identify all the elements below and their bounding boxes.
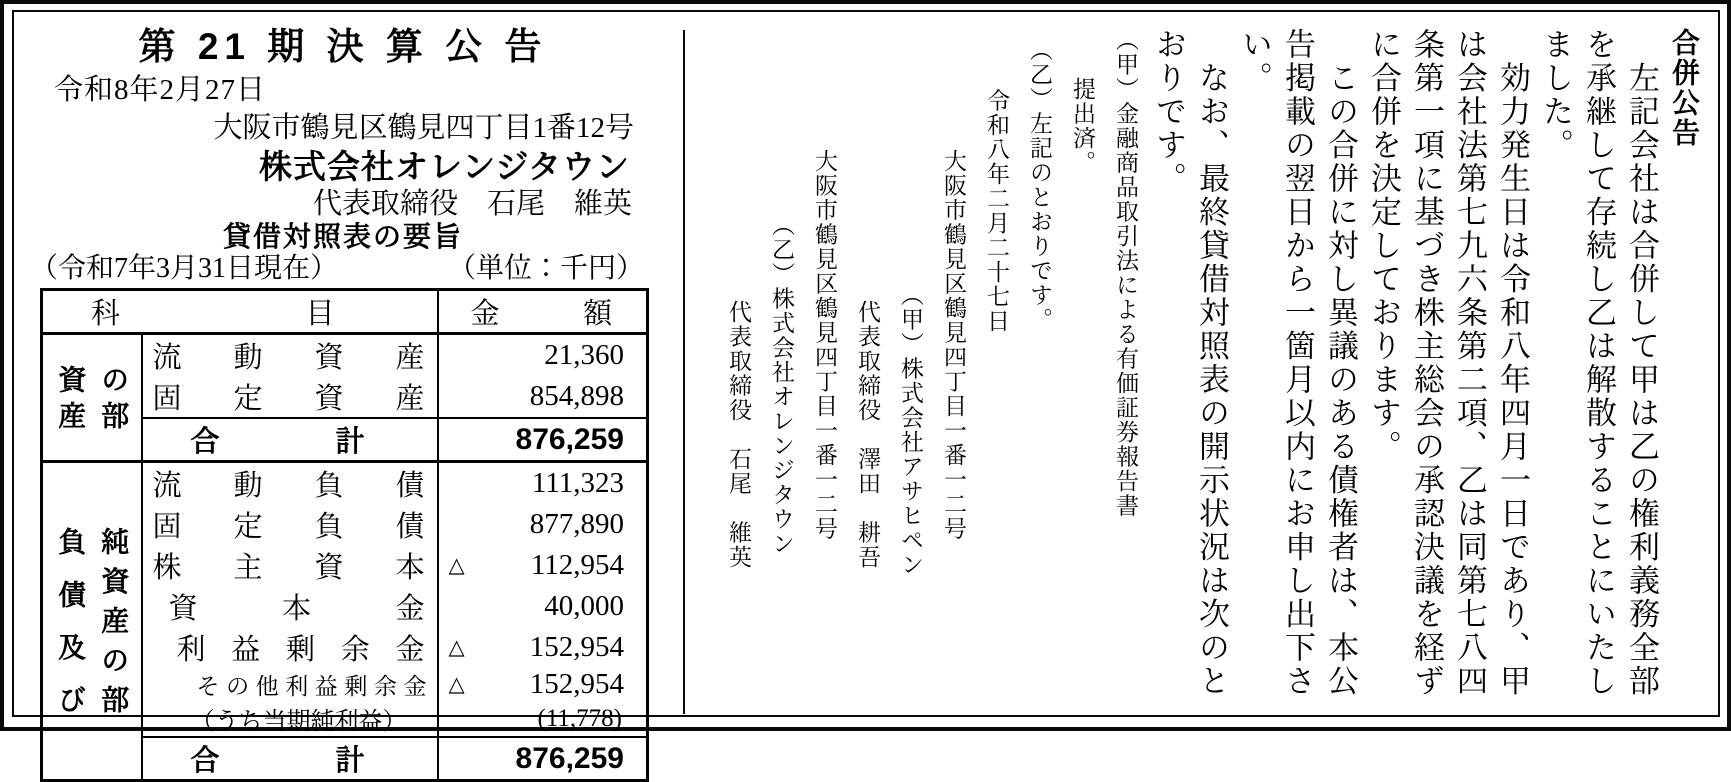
merger-text-column: い。 [1237, 28, 1272, 95]
row-value: 854,898 [529, 380, 624, 412]
balance-sheet-table [40, 288, 649, 782]
negative-triangle-mark: △ [448, 634, 465, 659]
financial-announcement [30, 22, 656, 782]
total-value: 876,259 [438, 418, 648, 462]
disclosure-kou-column: （甲）金融商品取引法による有価証券報告書 [1113, 28, 1138, 518]
row-label: 利益剰余金 [142, 627, 438, 668]
table-row [42, 334, 648, 377]
table-row [42, 462, 648, 505]
merger-announcement [694, 28, 1706, 722]
announcement-date: 令和8年2月27日 [54, 74, 267, 106]
row-value: 40,000 [544, 590, 624, 622]
disclosure-otsu-column: （乙）左記のとおりです。 [1027, 38, 1052, 332]
liabilities-group-cell [42, 462, 142, 781]
row-value: △ 152,954 [448, 668, 624, 700]
total-value: 876,259 [438, 737, 648, 781]
company-name: 株式会社オレンジタウン [258, 148, 630, 185]
row-label: 流動負債 [142, 462, 438, 505]
row-value: △ 152,954 [448, 631, 624, 663]
merger-text-column: を承継して存続し乙は解散することにいたし [1581, 28, 1616, 698]
negative-triangle-mark: △ [448, 671, 465, 696]
row-label: 固定負債 [142, 504, 438, 545]
assets-group-label-col1: 資産 [55, 364, 87, 431]
kou-address-column: 大阪市鶴見区鶴見四丁目一番一二号 [941, 100, 966, 541]
unit-label: （単位：千円） [447, 253, 644, 284]
assets-group-label-col2: の部 [98, 364, 130, 431]
kou-company-column: （甲）株式会社アサヒペン [898, 283, 923, 577]
merger-heading: 合併公告 [1669, 28, 1700, 148]
announcement-title: 第 21 期 決 算 公 告 [138, 26, 548, 67]
otsu-representative-column: 代表取締役 石尾 維英 [726, 300, 751, 570]
otsu-company-column: （乙）株式会社オレンジタウン [769, 213, 794, 556]
row-label: 固定資産 [142, 376, 438, 418]
row-value: 111,323 [438, 462, 648, 505]
liabilities-group-label-col2: 純資産の部 [98, 527, 130, 715]
row-value: △ 112,954 [448, 549, 624, 581]
row-label: 流動資産 [142, 334, 438, 377]
balance-sheet-title: 貸借対照表の要旨 [222, 221, 463, 252]
merger-text-column: 条第一項に基づき株主総会の承認決議を経ず [1409, 28, 1444, 698]
merger-text-column: なお、最終貸借対照表の開示状況は次のと [1194, 28, 1229, 698]
row-value: (11,778) [537, 704, 622, 732]
row-label: その他利益剰余金 [142, 668, 438, 701]
subject-column-header: 科目 [42, 290, 438, 334]
disclosure-kou-column: 提出済。 [1070, 28, 1095, 175]
table-header-row [42, 290, 648, 334]
row-label: （うち当期純利益） [142, 701, 438, 737]
merger-text-column: に合併を決定しております。 [1366, 28, 1401, 464]
merger-text-column: おりです。 [1151, 28, 1186, 196]
kou-representative-column: 代表取締役 澤田 耕吾 [855, 300, 880, 570]
row-label: 株主資本 [142, 545, 438, 586]
merger-date-column: 令和八年二月二十七日 [984, 64, 1009, 334]
company-address: 大阪市鶴見区鶴見四丁目1番12号 [213, 112, 634, 144]
row-label: 資本金 [142, 586, 438, 627]
as-of-date: （令和7年3月31日現在） [30, 253, 339, 284]
otsu-address-column: 大阪市鶴見区鶴見四丁目一番一二号 [812, 100, 837, 541]
merger-text-column: 効力発生日は令和八年四月一日であり、甲 [1495, 28, 1530, 698]
merger-text-column: は会社法第七九六条第二項、乙は同第七八四 [1452, 28, 1487, 698]
merger-text-column: 左記会社は合併して甲は乙の権利義務全部 [1624, 28, 1659, 698]
merger-text-column: ました。 [1538, 28, 1573, 162]
amount-column-header: 金額 [438, 290, 648, 334]
merger-text-column: 告掲載の翌日から一箇月以内にお申し出下さ [1280, 28, 1315, 698]
assets-group-cell [42, 334, 142, 462]
row-value: 21,360 [544, 339, 624, 371]
representative-name: 代表取締役 石尾 維英 [312, 188, 632, 220]
merger-text-column: この合併に対し異議のある債権者は、本公 [1323, 28, 1358, 698]
balance-sheet-meta [30, 252, 644, 285]
liabilities-group-label-col1: 負債及び [55, 527, 87, 715]
total-label: 合計 [142, 737, 438, 781]
total-label: 合計 [142, 418, 438, 462]
section-divider-line [683, 30, 685, 714]
negative-triangle-mark: △ [448, 552, 465, 577]
row-value: 877,890 [529, 508, 624, 540]
